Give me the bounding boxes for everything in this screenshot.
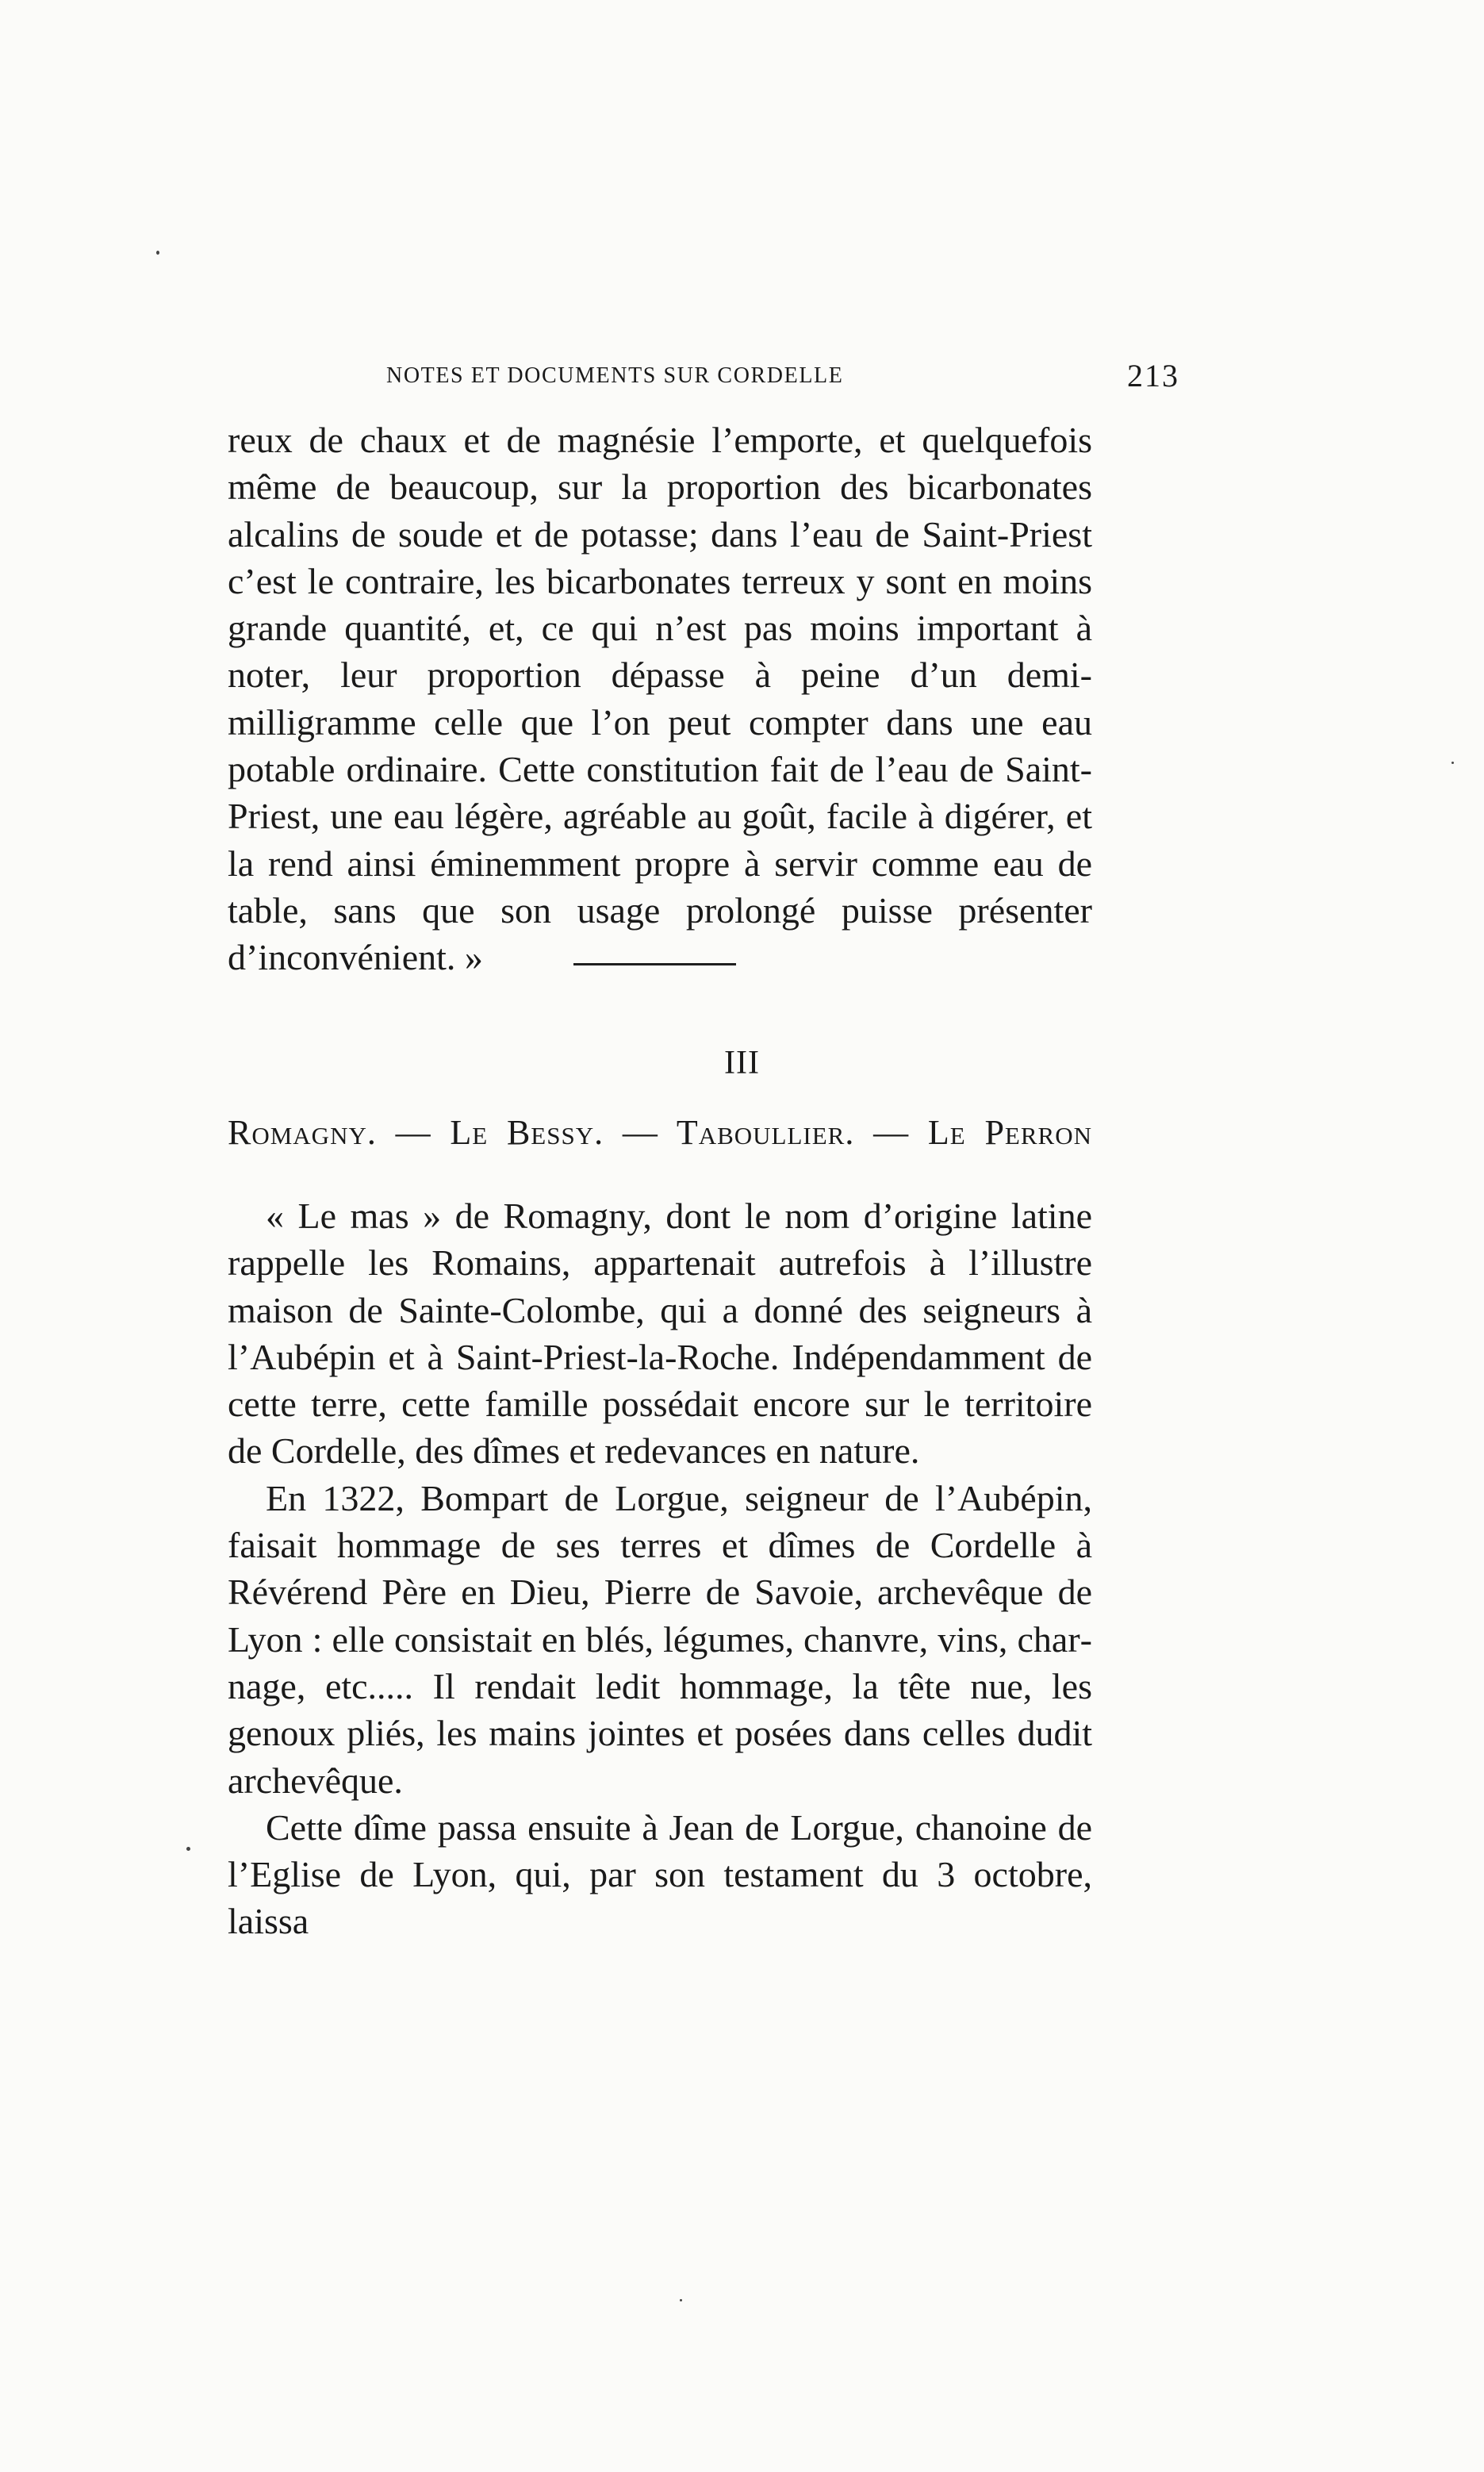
scan-speck (680, 2299, 682, 2301)
scan-speck (1451, 762, 1454, 764)
paragraph: « Le mas » de Romagny, dont le nom d’origine latine rappelle les Romains, appartenait autrefois à l’illustre maison de Sainte-Colombe, qui a donné des seigneurs à l’Aubépin et à Saint-Priest-la-Roche. Indépendamment de cette terre, cette famille possédait encore sur le territoire de Cordelle, des dîmes et redevances en nature. (228, 1196, 1092, 1472)
continued-text-block (228, 416, 1092, 981)
running-title: NOTES ET DOCUMENTS SUR CORDELLE (386, 363, 844, 388)
section-text-block (228, 1192, 1092, 1945)
page-number: 213 (1127, 358, 1179, 393)
page-header (386, 357, 1179, 397)
section-divider-rule (573, 963, 736, 965)
paragraph: reux de chaux et de magnésie l’emporte, et quelquefois même de beaucoup, sur la proportion des bicarbonates alcalins de soude et de potasse; dans l’eau de Saint-Priest c’est le contraire, les bicarbonates terreux y sont en moins grande quantité, et, ce qui n’est pas moins important à noter, leur proportion dépasse à peine d’un demi-milligramme celle que l’on peut compter dans une eau potable ordinaire. Cette constitution fait de l’eau de Saint-Priest, une eau légère, agréable au goût, facile à digérer, et la rend ainsi éminemment propre à servir comme eau de table, sans que son usage prolongé puisse présenter d’inconvénient. » (228, 420, 1092, 978)
scan-speck (186, 1847, 190, 1851)
section-number: III (724, 1045, 760, 1081)
section-heading: Romagny. — Le Bessy. — Taboullier. — Le Perron (228, 1113, 1092, 1152)
paragraph: Cette dîme passa ensuite à Jean de Lorgue, chanoine de l’Eglise de Lyon, qui, par son testament du 3 octobre, laissa (228, 1806, 1092, 1942)
paragraph: En 1322, Bompart de Lorgue, seigneur de l’Aubépin, faisait hommage de ses terres et dîmes de Cordelle à Révérend Père en Dieu, Pierre de Savoie, archevêque de Lyon : elle consistait en blés, légumes, chanvre, vins, charnage, etc..... Il rendait ledit hommage, la tête nue, les genoux pliés, les mains jointes et posées dans celles dudit archevêque. (228, 1477, 1092, 1801)
scan-speck (156, 251, 159, 255)
